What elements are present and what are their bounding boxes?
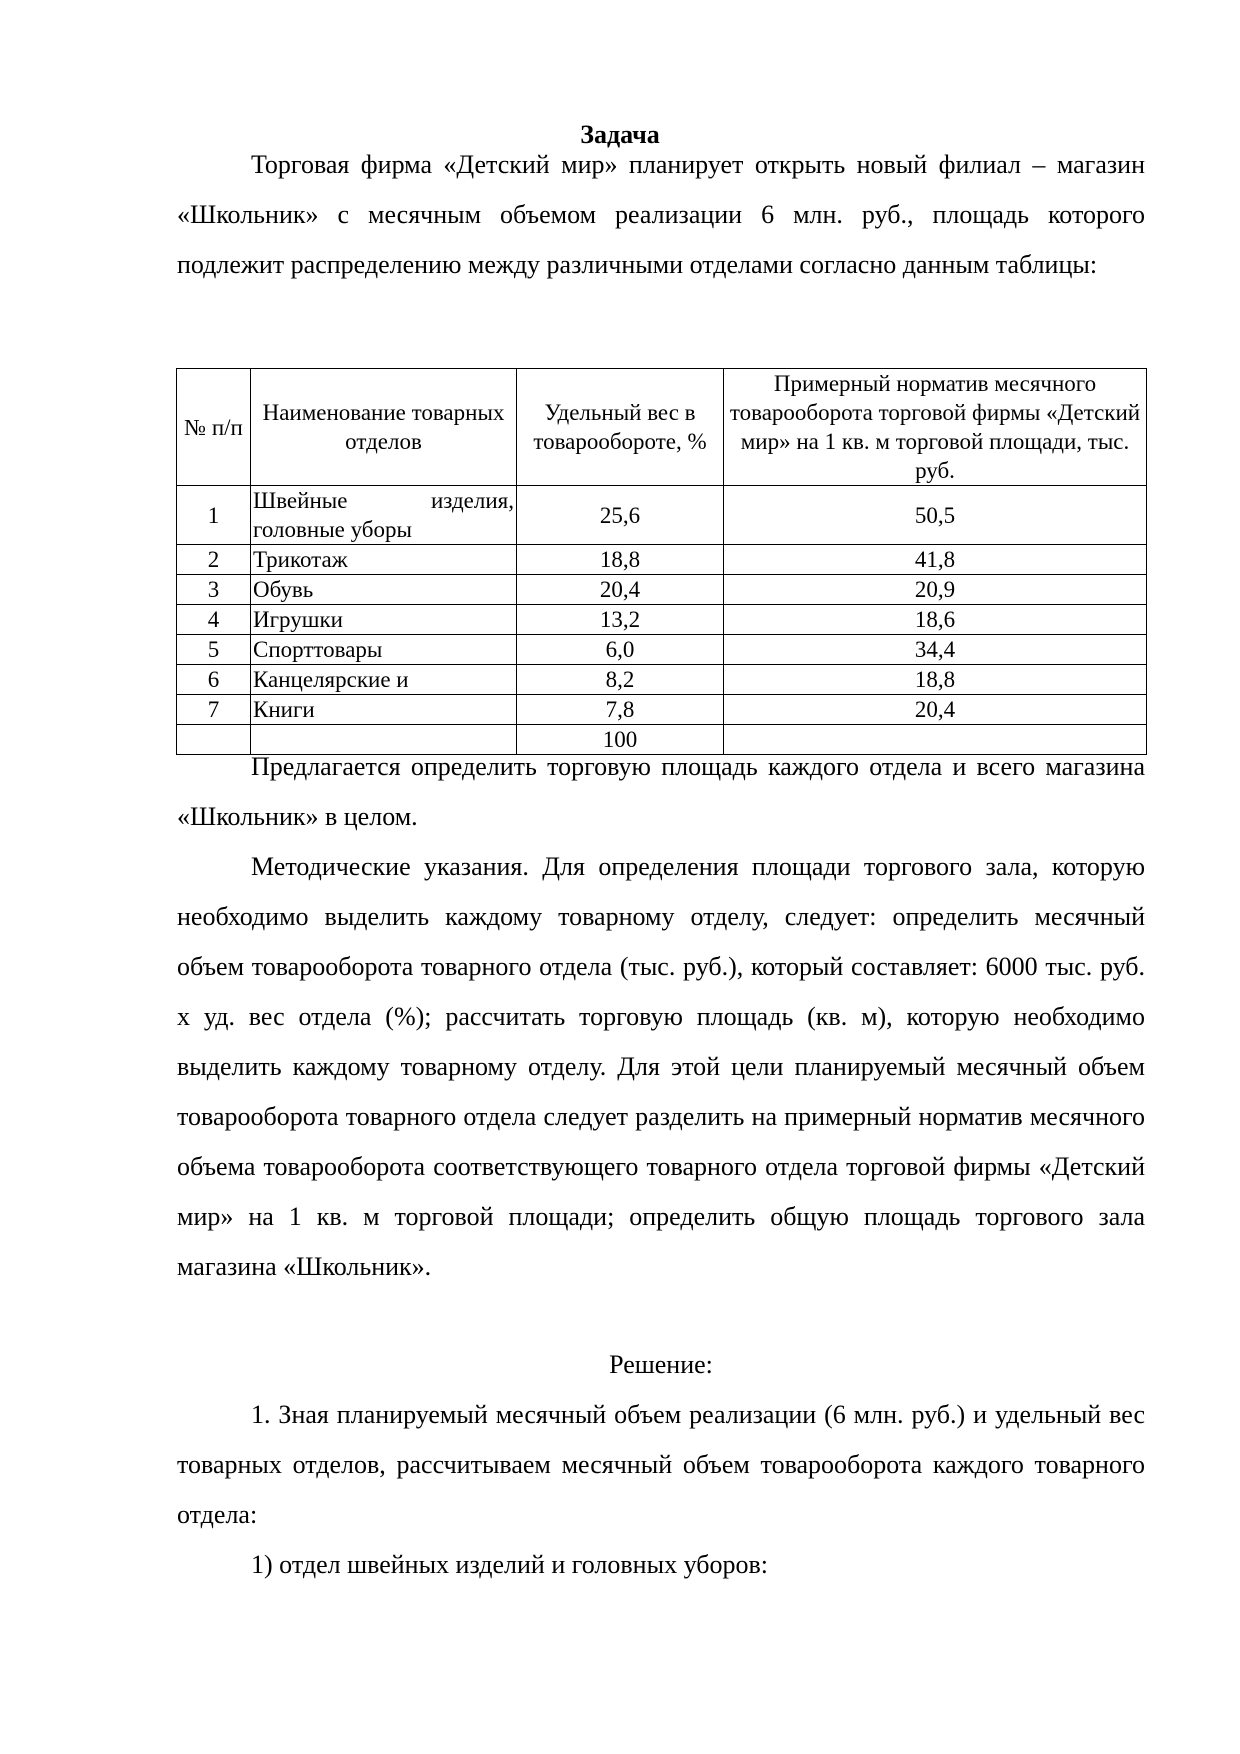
cell-department-name: Канцелярские и [251, 665, 517, 695]
method-paragraph: Методические указания. Для определения площади торгового зала, которую необходимо выделить каждому товарному отделу, следует: определить месячный объем товарооборота товарного отдела (тыс. руб.), который составляет: 6000 тыс. руб. х уд. вес отдела (%); рассчитать торговую площадь (кв. м), которую необходимо выделить каждому товарному отделу. Для этой цели планируемый месячный объем товарооборота товарного отдела следует разделить на примерный норматив месячного объема товарооборота соответствующего товарного отдела торговой фирмы «Детский мир» на 1 кв. м торговой площади; определить общую площадь торгового зала магазина «Школьник». [177, 852, 1145, 1281]
cell-norm: 41,8 [724, 545, 1147, 575]
header-department-name: Наименование товарных отделов [251, 369, 517, 486]
cell-department-name: Спорттовары [251, 635, 517, 665]
cell-department-name: Игрушки [251, 605, 517, 635]
step1-paragraph: 1. Зная планируемый месячный объем реализации (6 млн. руб.) и удельный вес товарных отделов, рассчитываем месячный объем товарооборота каждого товарного отдела: [177, 1400, 1145, 1529]
table-row [177, 635, 1147, 665]
cell-share: 25,6 [517, 486, 724, 545]
cell-norm: 18,6 [724, 605, 1147, 635]
cell-number: 3 [177, 575, 251, 605]
step1-item1: 1) отдел швейных изделий и головных уборов: [251, 1550, 768, 1579]
cell-department-name: Обувь [251, 575, 517, 605]
cell-share: 18,8 [517, 545, 724, 575]
cell-number: 4 [177, 605, 251, 635]
table-row [177, 695, 1147, 725]
document-title: Задача [580, 120, 660, 149]
cell-department-name: Книги [251, 695, 517, 725]
departments-table [176, 368, 1147, 755]
cell-share: 8,2 [517, 665, 724, 695]
cell-share: 6,0 [517, 635, 724, 665]
cell-norm: 34,4 [724, 635, 1147, 665]
cell-number: 1 [177, 486, 251, 545]
cell-number: 7 [177, 695, 251, 725]
table-row [177, 575, 1147, 605]
proposal-paragraph: Предлагается определить торговую площадь каждого отдела и всего магазина «Школьник» в целом. [177, 752, 1145, 831]
cell-number: 5 [177, 635, 251, 665]
cell-share: 20,4 [517, 575, 724, 605]
cell-number: 6 [177, 665, 251, 695]
cell-share: 13,2 [517, 605, 724, 635]
cell-norm: 20,9 [724, 575, 1147, 605]
header-share: Удельный вес в товарообороте, % [517, 369, 724, 486]
table-row [177, 605, 1147, 635]
table-row [177, 665, 1147, 695]
cell-department-name: Швейные изделия, головные уборы [251, 486, 517, 545]
cell-norm: 50,5 [724, 486, 1147, 545]
header-number: № п/п [177, 369, 251, 486]
table-row [177, 486, 1147, 545]
table-header-row [177, 369, 1147, 486]
cell-share: 7,8 [517, 695, 724, 725]
header-norm: Примерный норматив месячного товарооборота торговой фирмы «Детский мир» на 1 кв. м торговой площади, тыс. руб. [724, 369, 1147, 486]
cell-norm: 20,4 [724, 695, 1147, 725]
intro-paragraph: Торговая фирма «Детский мир» планирует открыть новый филиал – магазин «Школьник» с месячным объемом реализации 6 млн. руб., площадь которого подлежит распределению между различными отделами согласно данным таблицы: [177, 150, 1145, 279]
cell-norm: 18,8 [724, 665, 1147, 695]
solution-heading: Решение: [609, 1350, 713, 1379]
table-row [177, 545, 1147, 575]
cell-number: 2 [177, 545, 251, 575]
cell-share-total: 100 [517, 725, 724, 755]
cell-department-name: Трикотаж [251, 545, 517, 575]
